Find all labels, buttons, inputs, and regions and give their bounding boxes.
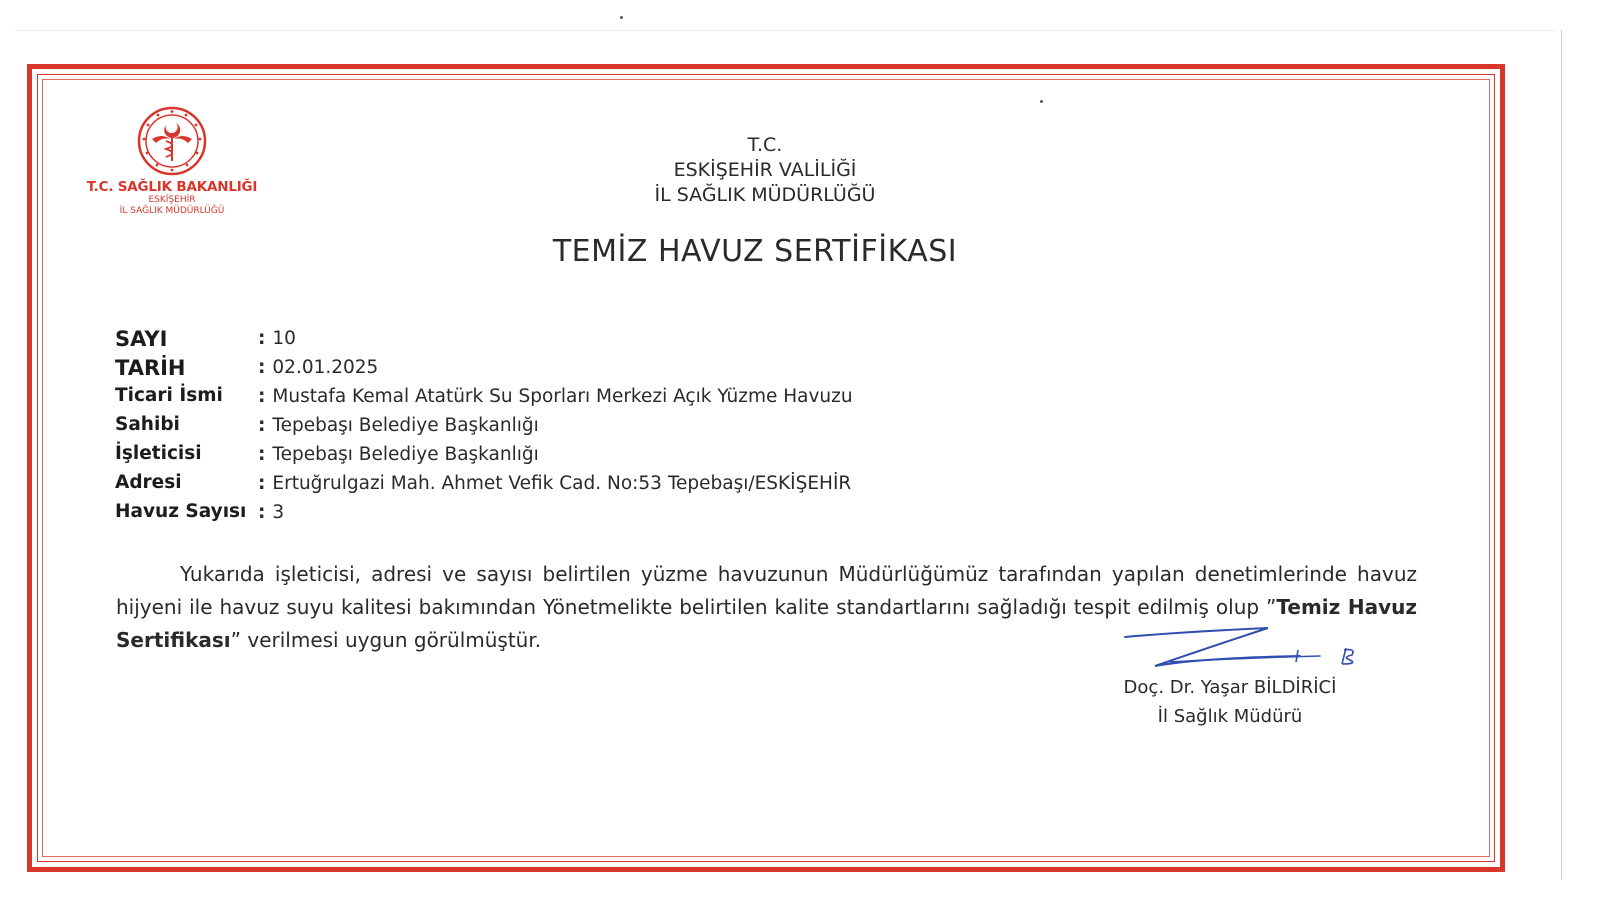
field-value: : Ertuğrulgazi Mah. Ahmet Vefik Cad. No:53 Tepebaşı/ESKİŞEHİR [258, 473, 852, 494]
scan-speck [620, 16, 623, 19]
field-value: : 10 [258, 328, 296, 349]
issuer-header [560, 133, 970, 208]
field-value: : 02.01.2025 [258, 357, 379, 378]
scan-edge-right [1561, 30, 1562, 880]
field-value-text: Ertuğrulgazi Mah. Ahmet Vefik Cad. No:53 Tepebaşı/ESKİŞEHİR [272, 473, 852, 494]
statement-text: Yukarıda işleticisi, adresi ve sayısı belirtilen yüzme havuzunun Müdürlüğümüz tarafından yapılan denetimlerinde havuz hijyeni ile havuz suyu kalitesi bakımından Yönetmelikte belirtilen kalite standartlarını sağladığı tespit edilmiş olup ” [116, 562, 1417, 619]
field-label: Sahibi [115, 414, 180, 435]
statement-text-end: ” verilmesi uygun görülmüştür. [230, 628, 542, 652]
field-label: Adresi [115, 472, 182, 493]
field-value: : Tepebaşı Belediye Başkanlığı [258, 415, 539, 436]
signatory-name: Doç. Dr. Yaşar BİLDİRİCİ [1123, 677, 1337, 698]
field-value-text: Tepebaşı Belediye Başkanlığı [272, 415, 539, 436]
field-label: Havuz Sayısı [115, 501, 247, 522]
field-label: TARİH [115, 356, 186, 380]
field-value-text: Mustafa Kemal Atatürk Su Sporları Merkezi Açık Yüzme Havuzu [272, 386, 853, 407]
signatory-title: İl Sağlık Müdürü [1157, 706, 1303, 727]
field-value-text: 02.01.2025 [272, 357, 379, 378]
field-value: : Tepebaşı Belediye Başkanlığı [258, 444, 539, 465]
logo-directorate: İL SAĞLIK MÜDÜRLÜĞÜ [119, 206, 225, 216]
field-value: : Mustafa Kemal Atatürk Su Sporları Merkezi Açık Yüzme Havuzu [258, 386, 853, 407]
header-governorship: ESKİŞEHİR VALİLİĞİ [673, 159, 857, 181]
field-value-text: 10 [272, 328, 296, 349]
statement-certificate-name: Temiz Havuz Sertifikası [116, 595, 1418, 652]
header-country: T.C. [747, 134, 783, 156]
ministry-logo [72, 105, 272, 225]
field-value-text: 3 [272, 502, 285, 523]
header-directorate: İL SAĞLIK MÜDÜRLÜĞÜ [654, 184, 876, 206]
field-label: SAYI [115, 327, 168, 351]
ministry-emblem-icon [130, 105, 214, 177]
logo-ministry-name: T.C. SAĞLIK BAKANLIĞI [86, 179, 258, 195]
field-value: : 3 [258, 502, 285, 523]
certificate-title: TEMİZ HAVUZ SERTİFİKASI [552, 234, 958, 269]
scan-edge-top [15, 30, 1555, 31]
field-value-text: Tepebaşı Belediye Başkanlığı [272, 444, 539, 465]
field-label: İşleticisi [115, 443, 202, 464]
field-label: Ticari İsmi [115, 385, 223, 406]
logo-city: ESKİŞEHİR [148, 195, 196, 205]
signatory [1090, 673, 1370, 731]
